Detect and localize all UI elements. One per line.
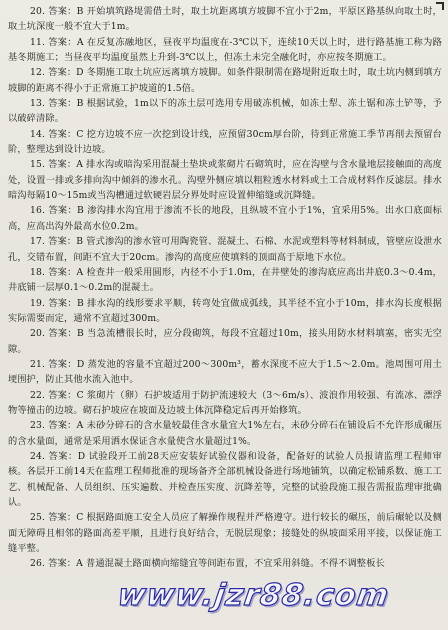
paragraph: 20. 答案：B 开始填筑路堤需借土时，取土坑距离填方坡脚不宜小于2m，平原区路基纵向取土时，取土坑深度一般不宜大于1m。 (8, 6, 442, 33)
paragraph: 24. 答案：D 试验段开工前28天应安装好试验仪器和设备，配备好的试验人员报请监理工程师审核。各层开工前14天在监理工程师批准的现场备齐全部机械设备进行场地铺筑，以确定松铺系数、施工工艺、机械配备、人员组织、压实遍数、并检查压实度、沉降差等，完整的试验段施工报告需报监理审批确认。 (8, 450, 442, 508)
paragraph: 14. 答案：C 挖方边坡不应一次挖到设计线，应预留30cm厚台阶，待到正常施工季节再削去预留台阶，整理达到设计边坡。 (8, 128, 442, 156)
paragraph: 12. 答案：D 冬期施工取土坑应远离填方坡脚。如条件限制需在路堤附近取土时，取土坑内侧到填方坡脚的距离不得小于正常施工护坡道的1.5倍。 (8, 67, 442, 94)
paragraph: 11. 答案：A 在反复冻融地区，昼夜平均温度在-3℃以下，连续10天以上时，进行路基施工称为路基冬期施工；当昼夜平均温度虽然上升到-3℃以上，但冻土未完全融化时，亦应按冬期施工。 (8, 36, 442, 64)
page-corner-mark (436, 2, 444, 10)
paragraph: 21. 答案：D 蒸发池的容量不宜超过200～300m³，蓄水深度不应大于1.5～2.0m。池周围可用土埂围护，防止其他水流入池中。 (8, 358, 442, 386)
paragraph: 13. 答案：B 根据试验，1m以下的冻土层可选用专用破冻机械，如冻土犁、冻土锯和冻土铲等，予以破碎清除。 (8, 98, 442, 125)
paragraph: 19. 答案：B 排水沟的线形要求平顺，转弯处宜做成弧线，其半径不宜小于10m，排水沟长度根据实际需要而定，通常不宜超过300m。 (8, 297, 442, 324)
paragraph: 15. 答案：A 排水沟或暗沟采用混凝土垫块或浆砌片石砌筑时，应在沟壁与含水量地层接触面的高度处，设置一排或多排向沟中倾斜的渗水孔。沟壁外侧应填以粗粒透水材料或土工合成材料作反滤层。排水暗沟每隔10～15m或当沟槽通过软硬岩层分界处时应设置伸缩缝或沉降缝。 (8, 159, 442, 202)
paragraph: 25. 答案：C 根据路面施工安全人员应了解操作规程并严格遵守。进行较长的碾压，前后碾轮以及侧面无障碍且相邻的路面高差平顺，且进行良好结合，无脱层现象；接缝处的纵坡面采用平接，以保证施工缝平整。 (8, 512, 442, 555)
paragraph: 20. 答案：B 当急流槽很长时，应分段砌筑，每段不宜超过10m，接头用防水材料填塞，密实无空隙。 (8, 328, 442, 355)
paragraph: 26. 答案：A 普通混凝土路面横向缩缝宜等间距布置，不宜采用斜缝。不得不调整板长 (30, 558, 385, 570)
site-watermark: www.jzr88.com (115, 578, 392, 613)
answer-explanations (8, 4, 442, 572)
paragraph: 18. 答案：A 检查井一般采用圆形，内径不小于1.0m，在井壁处的渗沟底应高出井底0.3～0.4m，井底铺一层厚0.1～0.2m的混凝土。 (8, 266, 442, 294)
paragraph: 17. 答案：B 管式渗沟的渗水管可用陶瓷管、混凝土、石棉、水泥或塑料等材料制成，管壁应设泄水孔，交错布置，间距不宜大于20cm。渗沟的高度应使填料的顶面高于原地下水位。 (8, 236, 442, 263)
paragraph: 16. 答案：B 渗沟排水沟宜用于渗流不长的地段，且纵坡不宜小于1%，宜采用5%。出水口底面标高，应高出沟外最高水位0.2m。 (8, 205, 442, 232)
paragraph: 22. 答案：C 浆砌片（卵）石护坡适用于防护流速较大（3～6m/s）、波浪作用较强、有流冰、漂浮物等撞击的边坡。砌石护坡应在坡面及边坡土体沉降稳定后再开始修筑。 (8, 389, 442, 416)
paragraph: 23. 答案：A 未砂分碎石的含水量较最佳含水量宜大1%左右，未砂分碎石在铺设后不允许形成碾压的含水量面，通常是采用洒水保证含水量使含水量超过1%。 (8, 420, 442, 447)
